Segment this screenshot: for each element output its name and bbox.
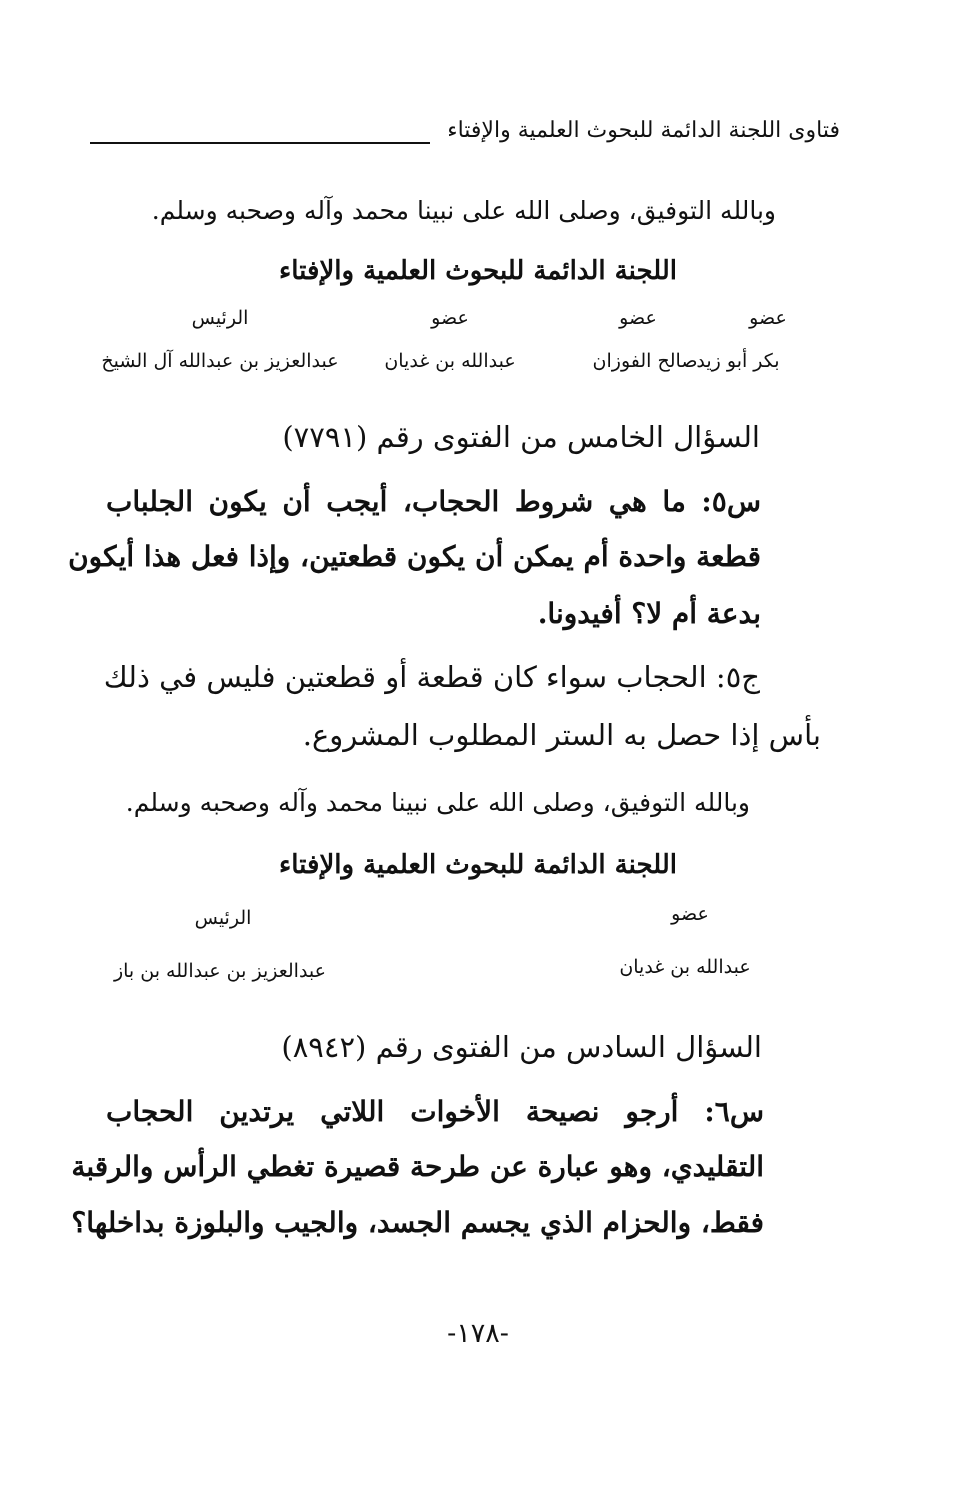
signatory-name: عبدالله بن غديان [619,956,751,978]
question-text-line: س٦: أرجو نصيحة الأخوات اللاتي يرتدين الحجاب [106,1095,764,1128]
closing-formula: وبالله التوفيق، وصلى الله على نبينا محمد وآله وصحبه وسلم. [151,196,776,225]
signatory-role: عضو [431,307,469,329]
question-heading: السؤال السادس من الفتوى رقم (٨٩٤٢) [281,1030,762,1064]
running-header-title: فتاوى اللجنة الدائمة للبحوث العلمية والإفتاء [447,118,840,143]
signatory-role: الرئيس [191,307,249,329]
header-rule [90,142,430,144]
answer-text-line: ج٥: الحجاب سواء كان قطعة أو قطعتين فليس في ذلك [103,660,760,694]
question-text-line: س٥: ما هي شروط الحجاب، أيجب أن يكون الجلباب [106,485,761,518]
signatory-name: صالح الفوزان [592,350,698,372]
page-number: -١٧٨- [447,1318,509,1349]
signatory-name: عبدالله بن غديان [384,350,516,372]
signatory-name: عبدالعزيز بن عبدالله بن باز [113,960,327,982]
signatory-role: عضو [671,903,709,925]
closing-formula: وبالله التوفيق، وصلى الله على نبينا محمد وآله وصحبه وسلم. [125,788,750,817]
question-heading: السؤال الخامس من الفتوى رقم (٧٧٩١) [282,420,760,454]
signatory-name: عبدالعزيز بن عبدالله آل الشيخ [101,350,339,372]
signatory-role: الرئيس [194,907,252,929]
question-text-line: فقط، والحزام الذي يجسم الجسد، والجيب والبلوزة بداخلها؟ [71,1206,764,1239]
signatory-role: عضو [749,307,787,329]
committee-name: اللجنة الدائمة للبحوث العلمية والإفتاء [279,850,677,880]
committee-name: اللجنة الدائمة للبحوث العلمية والإفتاء [279,256,677,286]
question-text-line: قطعة واحدة أم يمكن أن يكون قطعتين، وإذا فعل هذا أيكون [68,540,761,573]
question-text-line: بدعة أم لا؟ أفيدونا. [537,597,761,630]
question-text-line: التقليدي، وهو عبارة عن طرحة قصيرة تغطي الرأس والرقبة [71,1150,764,1183]
signatory-name: بكر أبو زيد [696,350,780,372]
signatory-role: عضو [619,307,657,329]
answer-text-line: بأس إذا حصل به الستر المطلوب المشروع. [302,718,821,752]
